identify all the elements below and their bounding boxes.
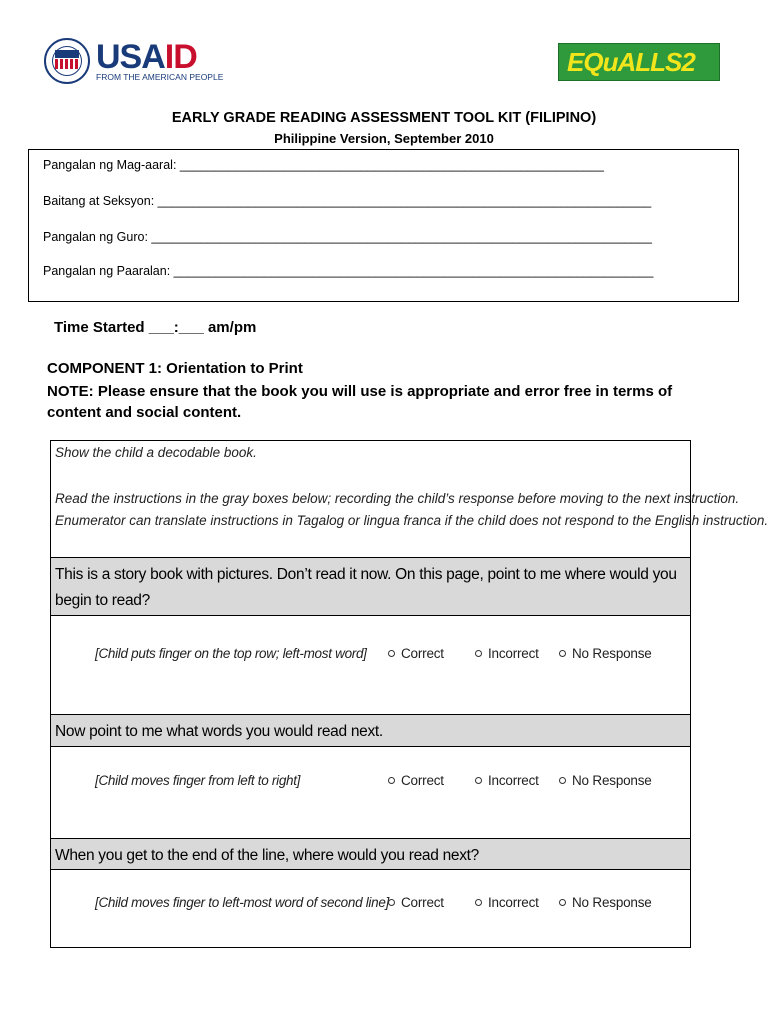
option-incorrect[interactable]: Incorrect — [475, 646, 539, 661]
radio-circle-icon — [475, 899, 482, 906]
teacher-name-field[interactable]: Pangalan ng Guro: ________________________________________________________________________ — [43, 230, 652, 244]
instruction-line: Read the instructions in the gray boxes below; recording the child’s response before moving to the next instruction. — [55, 491, 740, 506]
component-title: COMPONENT 1: Orientation to Print — [47, 360, 303, 377]
radio-circle-icon — [475, 650, 482, 657]
student-info-box — [28, 149, 739, 302]
instructions-cell — [51, 441, 768, 558]
radio-circle-icon — [559, 650, 566, 657]
usaid-tagline: FROM THE AMERICAN PEOPLE — [96, 72, 224, 82]
instruction-line: Show the child a decodable book. — [55, 445, 257, 460]
instruction-line: Enumerator can translate instructions in Tagalog or lingua franca if the child does not respond to the English instruction. — [55, 513, 768, 528]
question-cell: This is a story book with pictures. Don’t read it now. On this page, point to me where would you begin to read? — [51, 558, 690, 616]
option-incorrect[interactable]: Incorrect — [475, 895, 539, 910]
document-subtitle: Philippine Version, September 2010 — [274, 131, 494, 146]
expected-response: [Child puts finger on the top row; left-most word] — [95, 646, 367, 661]
school-name-field[interactable]: Pangalan ng Paaralan: _____________________________________________________________________ — [43, 264, 654, 278]
option-no-response[interactable]: No Response — [559, 773, 652, 788]
response-cell — [51, 616, 690, 715]
radio-circle-icon — [559, 899, 566, 906]
option-no-response[interactable]: No Response — [559, 895, 652, 910]
usaid-logo — [44, 38, 224, 86]
student-name-field[interactable]: Pangalan ng Mag-aaral: _____________________________________________________________ — [43, 158, 604, 172]
expected-response: [Child moves finger to left-most word of second line] — [95, 895, 389, 910]
radio-circle-icon — [475, 777, 482, 784]
response-cell — [51, 870, 690, 947]
option-correct[interactable]: Correct — [388, 646, 444, 661]
response-cell — [51, 747, 690, 839]
option-correct[interactable]: Correct — [388, 895, 444, 910]
expected-response: [Child moves finger from left to right] — [95, 773, 301, 788]
radio-circle-icon — [388, 650, 395, 657]
equalls2-logo — [558, 43, 720, 81]
option-no-response[interactable]: No Response — [559, 646, 652, 661]
radio-circle-icon — [559, 777, 566, 784]
time-started-field[interactable]: Time Started ___:___ am/pm — [54, 319, 257, 336]
document-title: EARLY GRADE READING ASSESSMENT TOOL KIT (FILIPINO) — [171, 110, 597, 126]
assessment-table — [50, 440, 768, 948]
question-cell: When you get to the end of the line, where would you read next? — [51, 839, 690, 870]
radio-circle-icon — [388, 899, 395, 906]
radio-circle-icon — [388, 777, 395, 784]
equalls2-wordmark: EQuALLS2 — [567, 47, 695, 77]
option-incorrect[interactable]: Incorrect — [475, 773, 539, 788]
question-cell: Now point to me what words you would read next. — [51, 715, 690, 747]
usaid-wordmark: USAID — [96, 38, 197, 76]
usaid-seal-icon — [44, 38, 90, 84]
option-correct[interactable]: Correct — [388, 773, 444, 788]
component-note: NOTE: Please ensure that the book you will use is appropriate and error free in terms of content and social content. — [47, 383, 673, 421]
grade-section-field[interactable]: Baitang at Seksyon: _______________________________________________________________________ — [43, 194, 652, 208]
